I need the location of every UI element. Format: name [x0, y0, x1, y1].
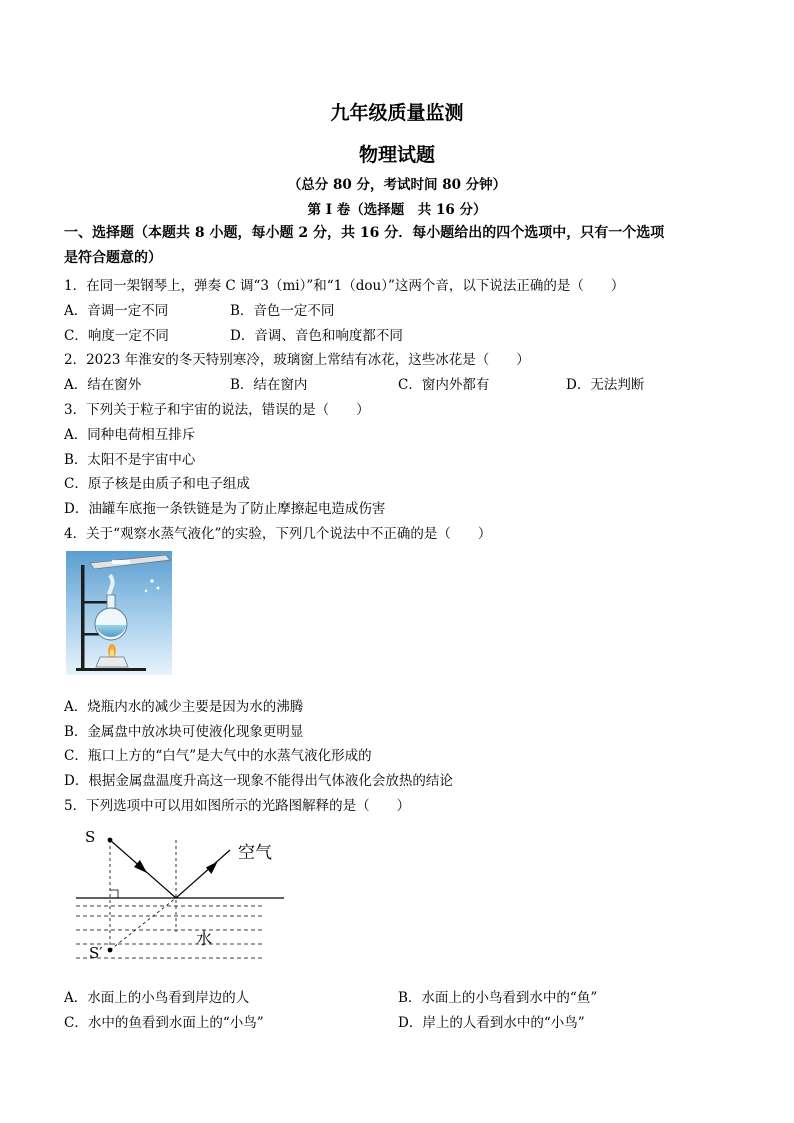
question-3-stem: 3．下列关于粒子和宇宙的说法，错误的是（ ）	[64, 402, 370, 418]
question-3-option-a: A．同种电荷相互排斥	[64, 427, 196, 443]
light-path-figure	[70, 820, 290, 970]
question-1-option-a: A．音调一定不同	[64, 303, 169, 319]
question-2-option-d: D．无法判断	[566, 377, 645, 393]
question-3-option-b: B．太阳不是宇宙中心	[64, 452, 196, 468]
question-5-option-d: D．岸上的人看到水中的“小鸟”	[398, 1015, 585, 1031]
exam-info: （总分 80 分，考试时间 80 分钟）	[287, 177, 507, 193]
question-5-option-b: B．水面上的小鸟看到水中的“鱼”	[398, 990, 598, 1006]
question-4-stem: 4．关于“观察水蒸气液化”的实验，下列几个说法中不正确的是（ ）	[64, 526, 492, 542]
exam-title: 九年级质量监测	[330, 102, 464, 124]
section-heading-line-1: 一、选择题（本题共 8 小题，每小题 2 分，共 16 分．每小题给出的四个选项中，只有一个选项	[64, 225, 665, 241]
question-1-stem: 1．在同一架钢琴上，弹奏 C 调“3（mi）”和“1（dou）”这两个音，以下说法正确的是（ ）	[64, 278, 625, 294]
label-s-prime: S′	[89, 944, 103, 962]
label-air: 空气	[238, 843, 272, 863]
label-water: 水	[196, 929, 213, 948]
question-5-option-c: C．水中的鱼看到水面上的“小鸟”	[64, 1015, 264, 1031]
section-heading	[64, 221, 744, 271]
question-1-option-b: B．音色一定不同	[230, 303, 335, 319]
question-1-option-d: D．音调、音色和响度都不同	[230, 328, 403, 344]
question-2-option-a: A．结在窗外	[64, 377, 142, 393]
question-4-option-d: D．根据金属盘温度升高这一现象不能得出气体液化会放热的结论	[64, 773, 453, 789]
question-5-option-a: A．水面上的小鸟看到岸边的人	[64, 990, 250, 1006]
subject-title: 物理试题	[358, 144, 435, 166]
question-1-option-c: C．响度一定不同	[64, 328, 169, 344]
label-s: S	[85, 828, 96, 846]
question-2-option-b: B．结在窗内	[230, 377, 308, 393]
question-4-option-c: C．瓶口上方的“白气”是大气中的水蒸气液化形成的	[64, 748, 372, 764]
question-2-stem: 2．2023 年淮安的冬天特别寒冷，玻璃窗上常结有冰花，这些冰花是（ ）	[64, 352, 530, 368]
liquefaction-experiment-figure	[66, 551, 172, 675]
question-2-option-c: C．窗内外都有	[398, 377, 490, 393]
question-4-option-b: B．金属盘中放冰块可使液化现象更明显	[64, 724, 304, 740]
volume-title: 第 I 卷（选择题 共 16 分）	[307, 202, 487, 218]
question-5-stem: 5．下列选项中可以用如图所示的光路图解释的是（ ）	[64, 798, 411, 814]
question-3-option-c: C．原子核是由质子和电子组成	[64, 476, 250, 492]
section-heading-line-2: 是符合题意的）	[64, 250, 162, 266]
question-4-option-a: A．烧瓶内水的减少主要是因为水的沸腾	[64, 699, 304, 715]
question-3-option-d: D．油罐车底拖一条铁链是为了防止摩擦起电造成伤害	[64, 501, 386, 517]
